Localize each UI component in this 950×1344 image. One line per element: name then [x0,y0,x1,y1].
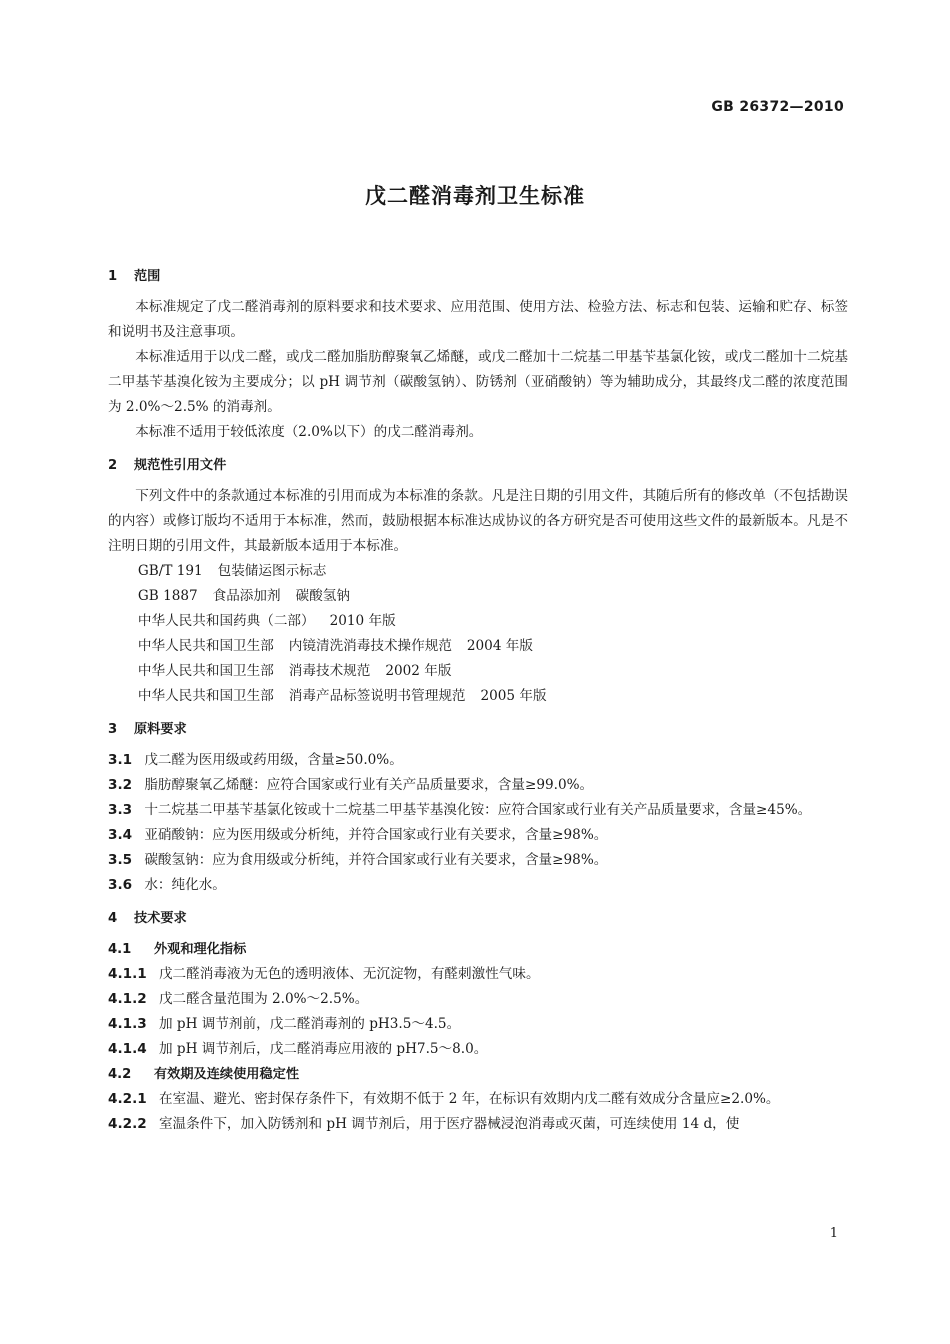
reference-edition: 2004 年版 [466,638,533,654]
clause-text: 室温条件下，加入防锈剂和 pH 调节剂后，用于医疗器械浸泡消毒或灭菌，可连续使用 14 d，使 [158,1116,740,1132]
clause [108,962,848,987]
clause [108,873,848,898]
clause-text: 加 pH 调节剂后，戊二醛消毒应用液的 pH7.5～8.0。 [158,1041,488,1057]
clause [108,773,848,798]
subsection-number: 4.2 [108,1067,132,1082]
clause-number: 3.6 [108,877,133,893]
reference-subtitle: 碳酸氢钠 [295,588,350,604]
page-number: 1 [829,1226,838,1241]
clause [108,798,848,823]
reference-item [108,659,848,684]
clause-number: 4.1.4 [108,1041,147,1057]
clause [108,1087,848,1112]
clause-text: 十二烷基二甲基苄基氯化铵或十二烷基二甲基苄基溴化铵：应符合国家或行业有关产品质量要求，含量≥45%。 [144,802,812,818]
subsection-title: 外观和理化指标 [154,942,247,957]
section-heading [108,264,848,289]
clause-number: 3.1 [108,752,133,768]
clause-number: 3.5 [108,852,133,868]
clause [108,748,848,773]
clause-number: 4.1.3 [108,1016,147,1032]
clause-number: 4.1.1 [108,966,147,982]
reference-item [108,609,848,634]
paragraph: 下列文件中的条款通过本标准的引用而成为本标准的条款。凡是注日期的引用文件，其随后所有的修改单（不包括勘误的内容）或修订版均不适用于本标准，然而，鼓励根据本标准达成协议的各方研究是否可使用这些文件的最新版本。凡是不注明日期的引用文件，其最新版本适用于本标准。 [108,488,848,554]
reference-title: 消毒产品标签说明书管理规范 [288,688,466,704]
clause [108,987,848,1012]
section-title: 规范性引用文件 [134,458,227,473]
clause-text: 加 pH 调节剂前，戊二醛消毒剂的 pH3.5～4.5。 [158,1016,461,1032]
section-number: 3 [108,722,118,737]
clause-number: 4.2.2 [108,1116,147,1132]
paragraph: 本标准不适用于较低浓度（2.0%以下）的戊二醛消毒剂。 [135,424,483,440]
clause-text: 亚硝酸钠：应为医用级或分析纯，并符合国家或行业有关要求，含量≥98%。 [144,827,608,843]
clause-text: 戊二醛为医用级或药用级，含量≥50.0%。 [144,752,403,768]
reference-edition: 2002 年版 [385,663,452,679]
reference-item [108,684,848,709]
clause-text: 水：纯化水。 [144,877,226,893]
reference-code: 中华人民共和国药典（二部） [137,613,315,629]
reference-item [108,634,848,659]
clause-text: 碳酸氢钠：应为食用级或分析纯，并符合国家或行业有关要求，含量≥98%。 [144,852,608,868]
reference-item [108,584,848,609]
section-title: 原料要求 [134,722,187,737]
section-number: 1 [108,269,118,284]
clause-number: 3.2 [108,777,133,793]
section-heading [108,906,848,931]
reference-edition: 2010 年版 [329,613,396,629]
reference-edition: 2005 年版 [480,688,547,704]
document-title: 戊二醛消毒剂卫生标准 [365,184,585,208]
clause [108,1037,848,1062]
clause-number: 4.1.2 [108,991,147,1007]
reference-issuer: 中华人民共和国卫生部 [137,638,274,654]
reference-title: 包装储运图示标志 [217,563,327,579]
clause-text: 戊二醛含量范围为 2.0%～2.5%。 [158,991,369,1007]
clause-number: 3.4 [108,827,133,843]
reference-title: 内镜清洗消毒技术操作规范 [288,638,452,654]
document-body [108,256,848,1137]
reference-title: 食品添加剂 [212,588,281,604]
subsection-title: 有效期及连续使用稳定性 [154,1067,300,1082]
clause [108,1112,848,1137]
reference-issuer: 中华人民共和国卫生部 [137,688,274,704]
clause-text: 在室温、避光、密封保存条件下，有效期不低于 2 年，在标识有效期内戊二醛有效成分含量应≥2.0%。 [158,1091,780,1107]
section-title: 范围 [134,269,161,284]
subsection-heading [108,1062,848,1087]
standard-code: GB 26372—2010 [711,99,844,115]
clause [108,848,848,873]
section-title: 技术要求 [134,911,187,926]
reference-title: 消毒技术规范 [288,663,371,679]
clause-text: 戊二醛消毒液为无色的透明液体、无沉淀物，有醛刺激性气味。 [158,966,540,982]
clause [108,823,848,848]
subsection-number: 4.1 [108,942,132,957]
section-number: 4 [108,911,118,926]
reference-item [108,559,848,584]
paragraph: 本标准规定了戊二醛消毒剂的原料要求和技术要求、应用范围、使用方法、检验方法、标志和包装、运输和贮存、标签和说明书及注意事项。 [108,299,848,340]
reference-code: GB 1887 [137,588,198,604]
section-number: 2 [108,458,118,473]
paragraph: 本标准适用于以戊二醛，或戊二醛加脂肪醇聚氧乙烯醚，或戊二醛加十二烷基二甲基苄基氯化铵，或戊二醛加十二烷基二甲基苄基溴化铵为主要成分；以 pH 调节剂（碳酸氢钠）、防锈剂（亚硝酸钠）等为辅助成分，其最终戊二醛的浓度范围为 2.0%～2.5% 的消毒剂。 [108,349,848,415]
section-heading [108,453,848,478]
clause [108,1012,848,1037]
reference-code: GB/T 191 [137,563,203,579]
reference-issuer: 中华人民共和国卫生部 [137,663,274,679]
section-heading [108,717,848,742]
clause-number: 3.3 [108,802,133,818]
clause-text: 脂肪醇聚氧乙烯醚：应符合国家或行业有关产品质量要求，含量≥99.0%。 [144,777,594,793]
subsection-heading [108,937,848,962]
clause-number: 4.2.1 [108,1091,147,1107]
